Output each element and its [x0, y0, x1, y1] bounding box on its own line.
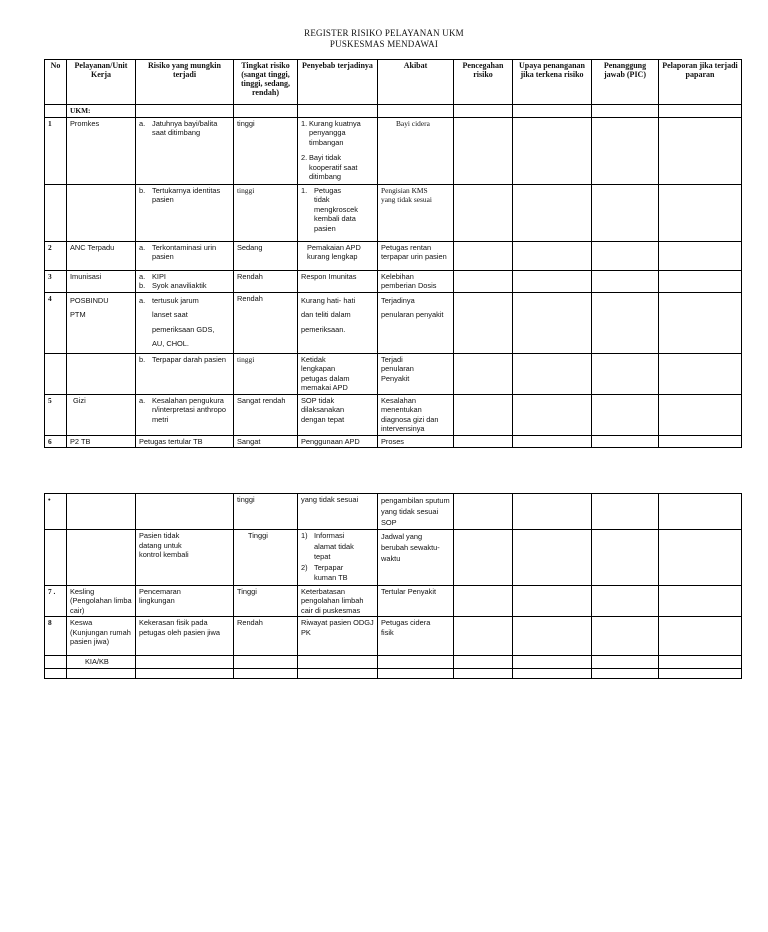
header-pencegahan: Pencegahan risiko [454, 60, 513, 105]
risiko-cell: Kekerasan fisik pada petugas oleh pasien jiwa [136, 617, 234, 656]
unit-cell: Promkes [67, 117, 136, 184]
akibat-cell: Terjadinya penularan penyakit [378, 292, 454, 353]
risiko-cell: a. tertusuk jarum lanset saat pemeriksaan GDS, AU, CHOL. [136, 292, 234, 353]
tingkat-cell: tinggi [234, 353, 298, 394]
penyebab-cell: Riwayat pasien ODGJ PK [298, 617, 378, 656]
risiko-cell: a. Kesalahan pengukuran/interpretasi anthropometri [136, 394, 234, 435]
tingkat-cell: Tinggi [234, 585, 298, 617]
unit-cell: Gizi [67, 394, 136, 435]
table-row [45, 656, 742, 669]
header-tingkat: Tingkat risiko (sangat tinggi, tinggi, sedang, rendah) [234, 60, 298, 105]
risiko-cell: Petugas tertular TB [136, 435, 234, 448]
table-row [45, 668, 742, 678]
penyebab-cell: Ketidak lengkapan petugas dalam memakai APD [298, 353, 378, 394]
risiko-cell: b. Tertukarnya identitas pasien [136, 184, 234, 241]
row-no: 8 [45, 617, 67, 656]
tingkat-cell: tinggi [234, 494, 298, 530]
doc-title-line1: REGISTER RISIKO PELAYANAN UKM [304, 28, 464, 38]
unit-cell: Kesling (Pengolahan limba cair) [67, 585, 136, 617]
tingkat-cell: tinggi [234, 117, 298, 184]
table-row [45, 435, 742, 448]
header-unit: Pelayanan/Unit Kerja [67, 60, 136, 105]
risiko-cell: a. KIPI b. Syok anaviliaktik [136, 270, 234, 292]
risiko-cell: a. Terkontaminasi urin pasien [136, 241, 234, 270]
risk-register-table [44, 59, 742, 448]
tingkat-cell: tinggi [234, 184, 298, 241]
unit-cell: Imunisasi [67, 270, 136, 292]
penyebab-cell: Penggunaan APD [298, 435, 378, 448]
penyebab-cell: SOP tidak dilaksanakan dengan tepat [298, 394, 378, 435]
penyebab-cell: 1) Informasi alamat tidak tepat 2) Terpapar kuman TB [298, 530, 378, 586]
penyebab-cell: 1. Kurang kuatnya penyangga timbangan 2. Bayi tidak kooperatif saat ditimbang [298, 117, 378, 184]
row-no: 1 [45, 117, 67, 184]
ukm-label: UKM: [67, 105, 136, 118]
tingkat-cell: Rendah [234, 617, 298, 656]
akibat-cell: Kesalahan menentukan diagnosa gizi dan intervensinya [378, 394, 454, 435]
tingkat-cell: Sangat [234, 435, 298, 448]
risiko-cell: b. Terpapar darah pasien [136, 353, 234, 394]
header-risiko: Risiko yang mungkin terjadi [136, 60, 234, 105]
tingkat-cell: Rendah [234, 292, 298, 353]
table-row [45, 292, 742, 353]
akibat-cell: Tertular Penyakit [378, 585, 454, 617]
unit-cell: Keswa (Kunjungan rumah pasien jiwa) [67, 617, 136, 656]
akibat-cell: Kelebihan pemberian Dosis [378, 270, 454, 292]
row-no: 5 [45, 394, 67, 435]
table-row [45, 353, 742, 394]
table-row [45, 617, 742, 656]
akibat-cell: Petugas cidera fisik [378, 617, 454, 656]
akibat-cell: Petugas rentan terpapar urin pasien [378, 241, 454, 270]
unit-cell: POSBINDU PTM [67, 292, 136, 353]
doc-title-line2: PUSKESMAS MENDAWAI [329, 39, 439, 49]
akibat-cell: Bayi cidera [378, 117, 454, 184]
penyebab-cell: Keterbatasan pengolahan limbah cair di puskesmas [298, 585, 378, 617]
table-row [45, 530, 742, 586]
risk-register-table-continued [44, 493, 742, 679]
table-row [45, 585, 742, 617]
tingkat-cell: Tinggi [234, 530, 298, 586]
table-row [45, 117, 742, 184]
header-pelaporan: Pelaporan jika terjadi paparan [659, 60, 742, 105]
row-no: 7 . [45, 585, 67, 617]
ukm-row [45, 105, 742, 118]
penyebab-cell: Pemakaian APD kurang lengkap [298, 241, 378, 270]
akibat-cell: Pengisian KMS yang tidak sesuai [378, 184, 454, 241]
table-row [45, 184, 742, 241]
row-no: 6 [45, 435, 67, 448]
akibat-cell: Jadwal yang berubah sewaktu-waktu [378, 530, 454, 586]
penyebab-cell: yang tidak sesuai [298, 494, 378, 530]
row-no: 4 [45, 292, 67, 353]
header-penyebab: Penyebab terjadinya [298, 60, 378, 105]
header-upaya: Upaya penanganan jika terkena risiko [513, 60, 592, 105]
unit-cell: ANC Terpadu [67, 241, 136, 270]
penyebab-cell: 1. Petugas tidak mengkroscek kembali data pasien [298, 184, 378, 241]
row-no: 3 [45, 270, 67, 292]
unit-cell: KIA/KB [67, 656, 136, 669]
tingkat-cell: Sedang [234, 241, 298, 270]
unit-cell: P2 TB [67, 435, 136, 448]
header-row [45, 60, 742, 105]
header-pic: Penanggung jawab (PIC) [592, 60, 659, 105]
akibat-cell: Terjadi penularan Penyakit [378, 353, 454, 394]
akibat-cell: Proses [378, 435, 454, 448]
risiko-cell: Pasien tidak datang untuk kontrol kembali [136, 530, 234, 586]
header-no: No [45, 60, 67, 105]
tingkat-cell: Rendah [234, 270, 298, 292]
tingkat-cell: Sangat rendah [234, 394, 298, 435]
risiko-cell: a. Jatuhnya bayi/balita saat ditimbang [136, 117, 234, 184]
row-no: 2 [45, 241, 67, 270]
penyebab-cell: Respon Imunitas [298, 270, 378, 292]
table-row [45, 241, 742, 270]
table-row [45, 494, 742, 530]
penyebab-cell: Kurang hati- hati dan teliti dalam pemeriksaan. [298, 292, 378, 353]
table-row [45, 270, 742, 292]
table-row [45, 394, 742, 435]
risiko-cell: Pencemaran lingkungan [136, 585, 234, 617]
header-akibat: Akibat [378, 60, 454, 105]
akibat-cell: pengambilan sputum yang tidak sesuai SOP [378, 494, 454, 530]
row-no: • [45, 494, 67, 530]
